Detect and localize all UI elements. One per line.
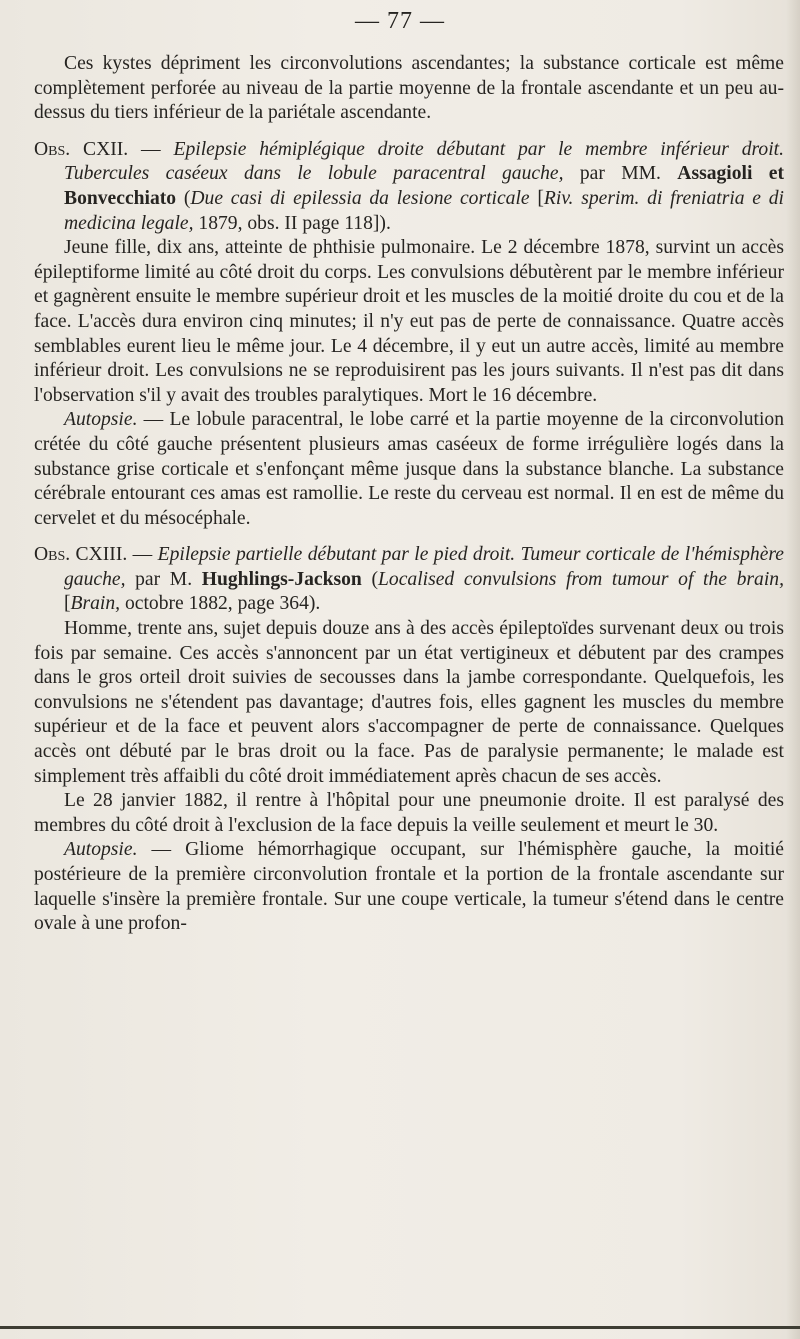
page-number: — 77 — [355, 8, 445, 34]
paragraph-admission-cxiii: Le 28 janvier 1882, il rentre à l'hôpital pour une pneumonie droite. Il est paralysé des membres du côté droit à l'exclusion de la face depuis la veille seulement et meurt le 30. [34, 790, 784, 836]
paragraph-autopsy-cxiii [34, 838, 784, 936]
autopsy-text: — Le lobule paracentral, le lobe carré et la partie moyenne de la circonvolution crétée du côté gauche présentent plusieurs amas caséeux de forme irrégulière logés dans la substance grise corticale et s'enfonçant même jusque dans la substance blanche. La substance cérébrale entourant ces amas est ramollie. Le reste du cerveau est normal. Il en est de même du cervelet et du mésocéphale. [34, 409, 784, 529]
reference-open: ( [361, 568, 378, 590]
body-text [34, 52, 784, 937]
reference-title: Localised convulsions from tumour of the brain, [378, 568, 784, 590]
reference-mid: [ [64, 593, 71, 615]
page-edge-shadow [786, 0, 800, 1339]
observation-title: Epilepsie partielle débutant par le pied droit. Tumeur corticale de l'hémisphère gauche, [64, 544, 785, 590]
reference-end: octobre 1882, page 364). [120, 593, 321, 615]
reference-title: Due casi di epilessia da lesione corticale [190, 187, 530, 209]
observation-by: par M. [125, 568, 202, 590]
paragraph-case-cxiii: Homme, trente ans, sujet depuis douze ans à des accès épileptoïdes survenant deux ou trois fois par semaine. Ces accès s'annoncent par un état vertigineux et débutent par des crampes dans le gros orteil droit suivies de secousses dans la jambe correspondante. Quelquefois, les convulsions ne s'étendent pas davantage; d'autres fois, elles gagnent les muscles du membre supérieur et de la face et peuvent alors s'accompagner de perte de connaissance. Quelques accès ont débuté par le bras droit ou la face. Pas de paralysie permanente; le malade est simplement très affaibli du côté droit immédiatement après chacun de ses accès. [34, 618, 784, 787]
observation-authors: Hughlings-Jackson [201, 568, 362, 590]
reference-mid: [ [529, 187, 544, 209]
autopsy-label: Autopsie. [64, 409, 138, 431]
reference-open: ( [176, 187, 191, 209]
observation-title: Epilepsie hémiplégique droite débutant par le membre inférieur droit. Tubercules caséeux dans le lobule paracentral gauche, [64, 138, 784, 185]
reference-journal: Brain, [70, 593, 121, 615]
spacer [34, 531, 784, 543]
reference-end: 1879, obs. II page 118]). [193, 212, 391, 234]
observation-label: Obs. CXIII. [34, 544, 128, 566]
autopsy-text: — Gliome hémorrhagique occupant, sur l'hémisphère gauche, la moitié postérieure de la première circonvolution frontale et la portion de la frontale ascendante sur laquelle s'insère la première frontale. Sur une coupe verticale, la tumeur s'étend dans le centre ovale à une profon- [34, 839, 784, 935]
reference-journal: Riv. sperim. di freniatria e di medicina legale, [64, 187, 784, 234]
paragraph-autopsy-cxii [34, 408, 784, 531]
observation-dash: — [128, 138, 174, 160]
observation-heading-cxii [34, 138, 784, 236]
paragraph-cysts: Ces kystes dépriment les circonvolutions ascendantes; la substance corticale est même complètement perforée au niveau de la partie moyenne de la frontale ascendante et un peu au-dessus du tiers inférieur de la pariétale ascendante. [34, 53, 784, 124]
observation-heading-cxiii [34, 543, 784, 617]
autopsy-label: Autopsie. [64, 839, 138, 861]
observation-label: Obs. CXII. [34, 138, 129, 160]
observation-by: par MM. [563, 163, 678, 185]
spacer [34, 126, 784, 138]
paragraph-case-cxii: Jeune fille, dix ans, atteinte de phthisie pulmonaire. Le 2 décembre 1878, survint un accès épileptiforme limité au côté droit du corps. Les convulsions débutèrent par le membre inférieur et gagnèrent ensuite le membre supérieur droit et les muscles de la moitié droite du cou et de la face. L'accès dura environ cinq minutes; il n'y eut pas de perte de connaissance. Quatre accès semblables eurent lieu le même jour. Le 4 décembre, il y eut un autre accès, limité au membre inférieur droit. Les convulsions ne se reproduisirent pas les jours suivants. Il n'est pas dit dans l'observation s'il y avait des troubles paralytiques. Mort le 16 décembre. [34, 237, 784, 406]
observation-authors: Assagioli et Bonvecchiato [64, 163, 784, 209]
observation-dash: — [127, 544, 158, 566]
bottom-rule [0, 1326, 800, 1329]
